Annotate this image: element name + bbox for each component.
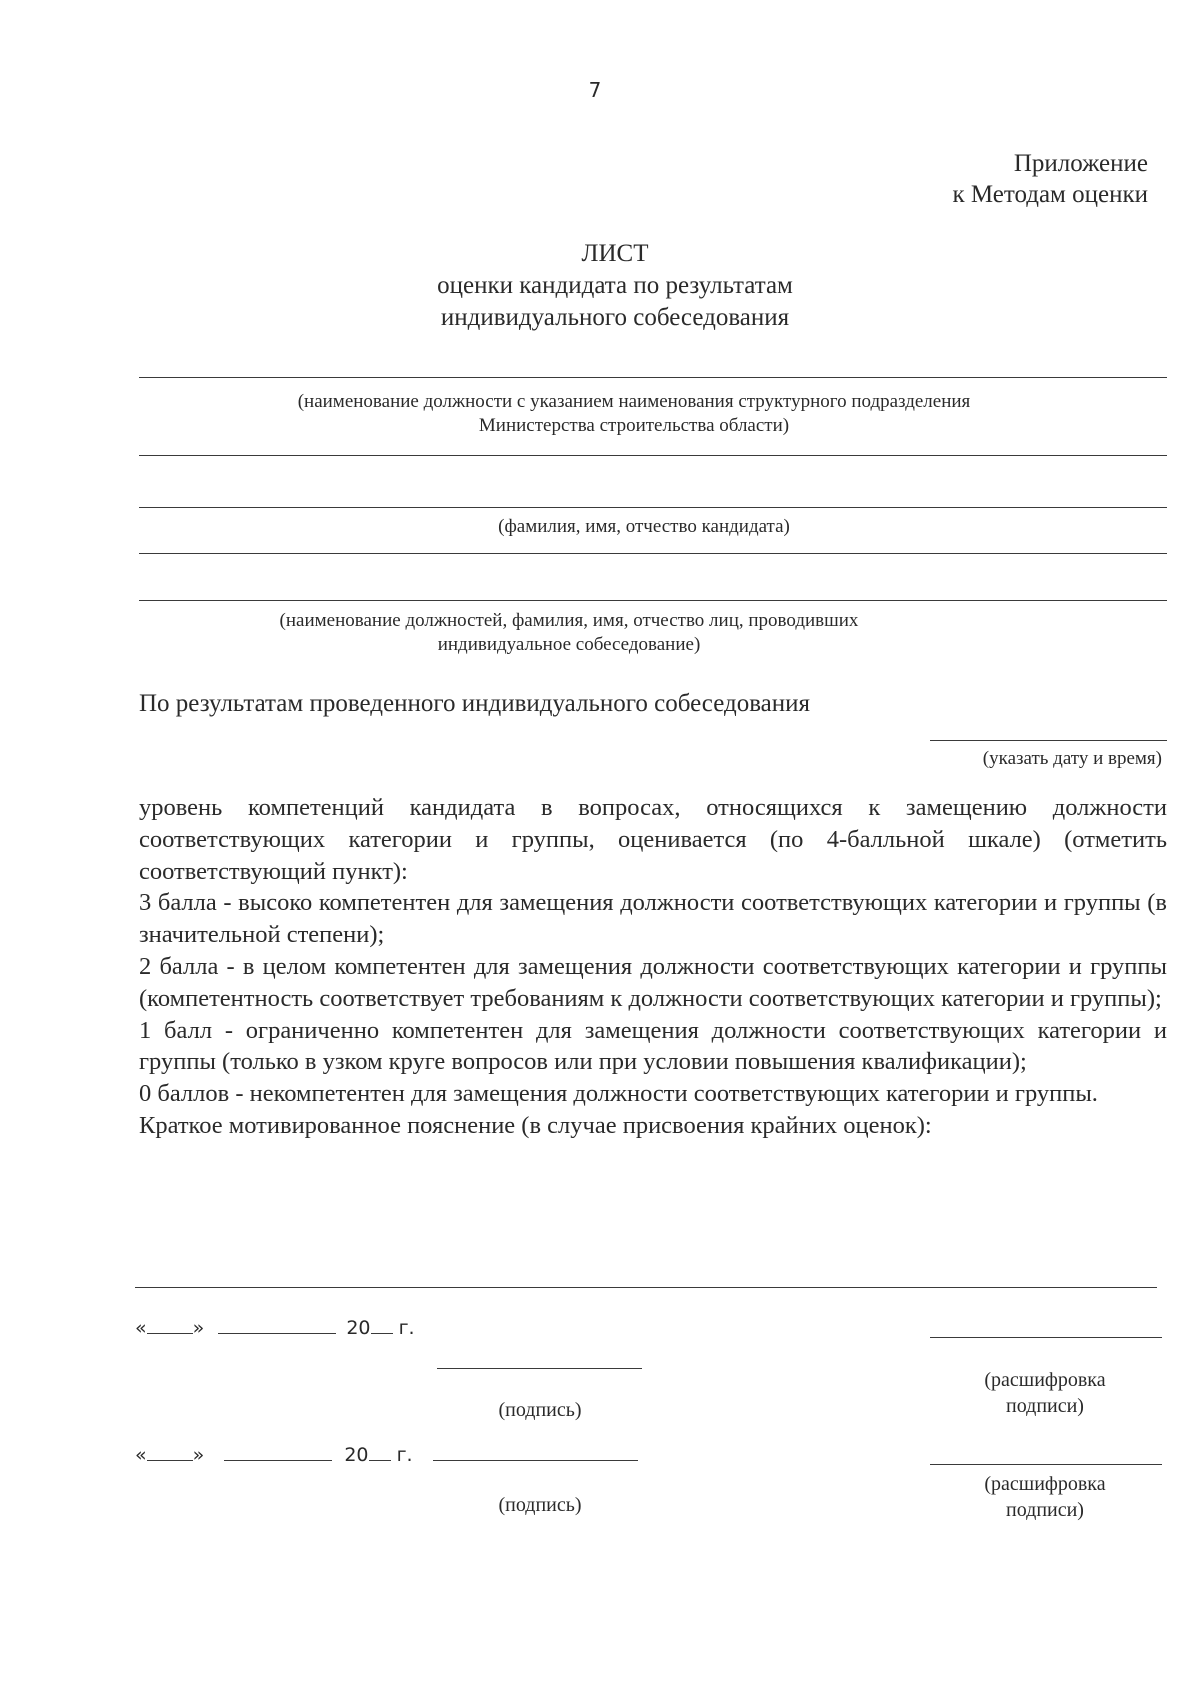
assessment-paragraph: уровень компетенций кандидата в вопросах, относящихся к замещению должности соответствующих категории и группы, оценивается (по 4-балльной шкале) (отметить соответствующий пункт): [139,794,1167,885]
explanation-label: Краткое мотивированное пояснение (в случае присвоения крайних оценок): [139,1111,932,1139]
position-caption-line-1: (наименование должности с указанием наименования структурного подразделения [297,391,971,412]
interviewers-caption [139,609,999,657]
title-main: ЛИСТ [581,240,649,267]
year-suffix-2: г. [396,1444,413,1466]
quote-close-2: » [192,1444,205,1466]
quote-open-2: « [135,1444,147,1466]
candidate-field-line-2[interactable] [139,553,1167,554]
day-field[interactable] [147,1315,193,1334]
date-row-2 [135,1442,638,1466]
decoding-caption-2-line-2: подписи) [1006,1499,1084,1521]
appendix-line-2: к Методам оценки [952,181,1148,208]
signature-caption-1: (подпись) [498,1399,582,1421]
position-field-line-2[interactable] [139,455,1167,456]
explanation-field-line[interactable] [135,1287,1157,1288]
position-caption-line-2: Министерства строительства области) [478,415,790,436]
title-line-2: оценки кандидата по результатам [437,272,793,299]
quote-close: » [192,1317,205,1339]
results-intro: По результатам проведенного индивидуального собеседования [139,690,811,717]
position-caption [139,390,1129,438]
year-prefix-2: 20 [344,1444,369,1466]
decoding-caption-2 [950,1471,1140,1523]
candidate-field-line[interactable] [139,507,1167,508]
decoding-caption-2-line-1: (расшифровка [984,1473,1106,1495]
decoding-field-line-2[interactable] [930,1464,1162,1465]
interviewers-field-line[interactable] [139,600,1167,601]
signature-field-line-1[interactable] [437,1368,642,1369]
score-2-option: 2 балла - в целом компетентен для замещения должности соответствующих категории и группы (компетентность соответствует требованиям к должности соответствующих категории и группы); [139,952,1167,1012]
interviewers-caption-line-2: индивидуальное собеседование) [437,634,701,655]
signature-field-2[interactable] [433,1442,638,1461]
appendix-header [952,148,1148,210]
decoding-caption-1-line-1: (расшифровка [984,1369,1106,1391]
month-field[interactable] [218,1315,336,1334]
page-number: 7 [588,78,602,102]
date-field-line[interactable] [930,740,1167,741]
candidate-caption: (фамилия, имя, отчество кандидата) [498,516,790,537]
score-1-option: 1 балл - ограниченно компетентен для замещения должности соответствующих категории и группы (только в узком круге вопросов или при условии повышения квалификации); [139,1016,1167,1076]
title-line-3: индивидуального собеседования [440,304,790,331]
quote-open: « [135,1317,147,1339]
year-field[interactable] [371,1315,393,1334]
score-0-option: 0 баллов - некомпетентен для замещения должности соответствующих категории и группы. [139,1080,1098,1108]
day-field-2[interactable] [147,1442,193,1461]
date-row-1 [135,1315,415,1339]
position-field-line[interactable] [139,377,1167,378]
date-caption: (указать дату и время) [982,748,1162,769]
interviewers-caption-line-1: (наименование должностей, фамилия, имя, отчество лиц, проводивших [279,610,859,631]
decoding-caption-1 [950,1367,1140,1419]
year-suffix: г. [398,1317,415,1339]
assessment-body [139,792,1167,1142]
appendix-line-1: Приложение [1013,150,1148,177]
year-prefix: 20 [346,1317,371,1339]
document-title [0,238,1200,334]
year-field-2[interactable] [369,1442,391,1461]
signature-caption-2: (подпись) [498,1494,582,1516]
decoding-caption-1-line-2: подписи) [1006,1395,1084,1417]
decoding-field-line-1[interactable] [930,1337,1162,1338]
month-field-2[interactable] [224,1442,332,1461]
score-3-option: 3 балла - высоко компетентен для замещения должности соответствующих категории и группы (в значительной степени); [139,889,1167,949]
